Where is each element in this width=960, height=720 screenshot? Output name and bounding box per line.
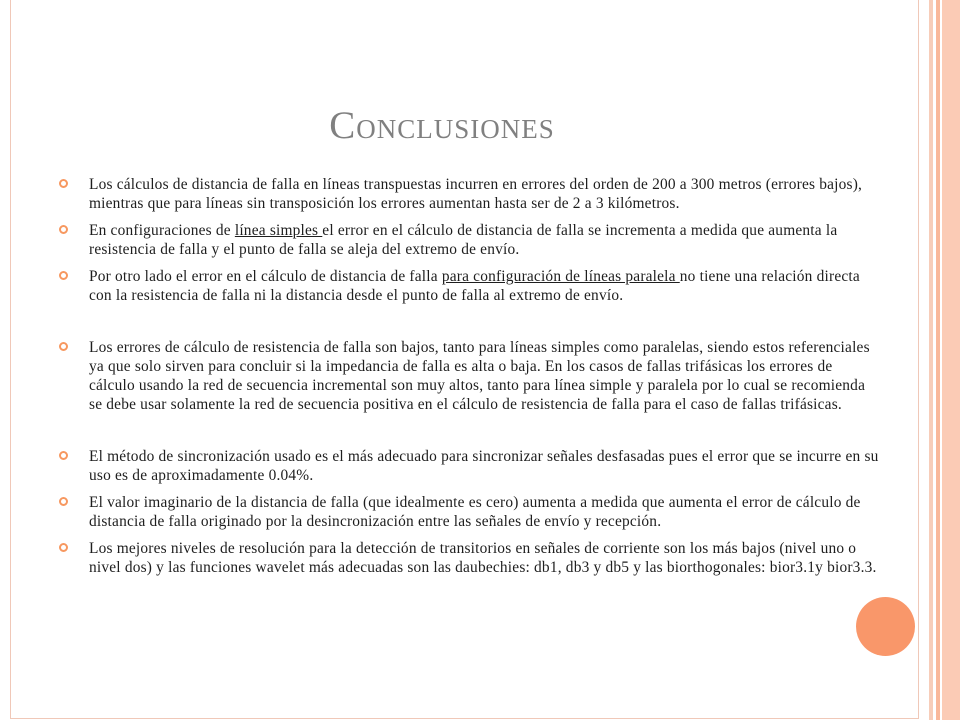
bullet-dot-icon: [59, 179, 68, 188]
bullet-dot-icon: [59, 451, 68, 460]
slide-title: Conclusiones: [329, 104, 555, 147]
bullet-text: no tiene una relación directa con la resistencia de falla ni la distancia desde el punto de falla al extremo de envío.: [89, 268, 860, 304]
bullet-list: [89, 175, 879, 577]
bullet-item: [89, 267, 879, 305]
bullet-item: [89, 175, 879, 213]
underlined-phrase: línea simples: [234, 222, 323, 239]
bullet-item: [89, 221, 879, 259]
decor-stripe: [942, 0, 960, 720]
bullet-text: El valor imaginario de la distancia de falla (que idealmente es cero) aumenta a medida que aumenta el error de cálculo de distancia de falla originado por la desincronización entre las señales de envío y recepción.: [89, 494, 861, 530]
bullet-dot-icon: [59, 225, 68, 234]
bullet-dot-icon: [59, 497, 68, 506]
bullet-text: el error en el cálculo de distancia de falla se incrementa a medida que aumenta la resistencia de falla y el punto de falla se aleja del extremo de envío.: [89, 222, 838, 258]
bullet-text: Los cálculos de distancia de falla en líneas transpuestas incurren en errores del orden de 200 a 300 metros (errores bajos), mientras que para líneas sin transposición los errores aumentan hasta ser de 2 a 3 kilómetros.: [89, 176, 863, 212]
bullet-item: [89, 539, 879, 577]
bullet-item: [89, 493, 879, 531]
bullet-item: [89, 338, 879, 414]
bullet-dot-icon: [59, 543, 68, 552]
bullet-text: Por otro lado el error en el cálculo de distancia de falla: [89, 268, 442, 285]
bullet-dot-icon: [59, 342, 68, 351]
bullet-text: El método de sincronización usado es el más adecuado para sincronizar señales desfasadas pues el error que se incurre en su uso es de aproximadamente 0.04%.: [89, 448, 879, 484]
bullet-text: Los errores de cálculo de resistencia de falla son bajos, tanto para líneas simples como paralelas, siendo estos referenciales ya que solo sirven para concluir si la impedancia de falla es alta o baja. En los casos de fallas trifásicas los errores de cálculo usando la red de secuencia incremental son muy altos, tanto para línea simple y paralela por lo cual se recomienda se debe usar solamente la red de secuencia positiva en el cálculo de resistencia de falla para el caso de fallas trifásicas.: [89, 339, 870, 413]
decor-stripe: [919, 0, 929, 720]
decorative-circle: [856, 597, 915, 656]
bullet-text: En configuraciones de: [89, 222, 235, 239]
bullet-dot-icon: [59, 271, 68, 280]
underlined-phrase: para configuración de líneas paralela: [441, 268, 680, 285]
bullet-text: Los mejores niveles de resolución para la detección de transitorios en señales de corriente son los más bajos (nivel uno o nivel dos) y las funciones wavelet más adecuadas son las daubechies: db1, db3 y db5 y las biorthogonales: bior3.1y bior3.3.: [89, 540, 877, 576]
bullet-item: [89, 447, 879, 485]
